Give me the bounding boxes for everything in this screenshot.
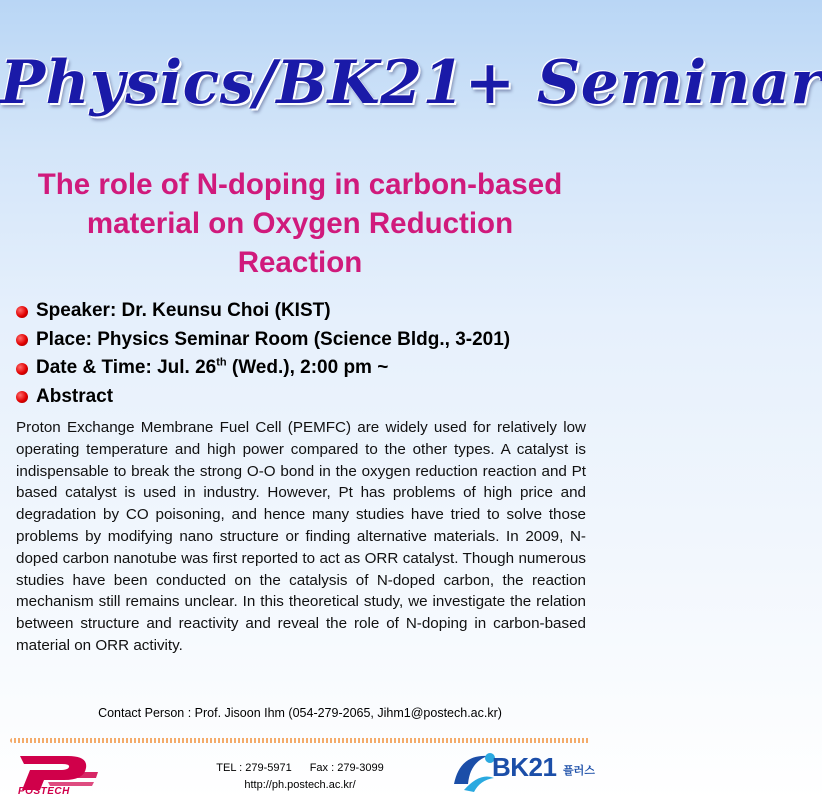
time-text: (Wed.), 2:00 pm ~ — [226, 357, 389, 378]
seminar-info-list — [16, 297, 596, 411]
bullet-icon — [16, 334, 28, 346]
abstract-body: Proton Exchange Membrane Fuel Cell (PEMFC) are widely used for relatively low operating temperature and high power compared to the other types. A catalyst is indispensable to break the strong O-O bond in the oxygen reduction reaction and Pt based catalyst is used in industry. However, Pt has problems of high price and degradation by CO poisoning, and hence many studies have tried to solve those problems by modifying nano structure or finding alternative materials. In 2009, N-doped carbon nanotube was first reported to act as ORR catalyst. Though numerous studies have been conducted on the catalysis of N-doped carbon, the reaction mechanism still remains unclear. In this theoretical study, we investigate the relation between structure and reactivity and reveal the role of N-doping in carbon-based material on ORR activity. — [16, 419, 586, 654]
date-text: Date & Time: Jul. 26 — [36, 357, 217, 378]
bk21-wordmark: BK21 — [492, 752, 557, 782]
footer-tel: TEL : 279-5971 — [216, 762, 292, 774]
postech-wordmark: POSTECH — [18, 786, 70, 797]
footer-divider — [10, 738, 590, 743]
date-suffix-sup: th — [216, 356, 227, 369]
contact-person: Contact Person : Prof. Jisoon Ihm (054-279-2065, Jihm1@postech.ac.kr) — [98, 706, 502, 720]
speaker-row — [16, 297, 596, 326]
abstract-heading: Abstract — [36, 385, 114, 407]
bullet-icon — [16, 391, 28, 403]
abstract-heading-row — [16, 383, 596, 412]
place-text: Place: Physics Seminar Room (Science Bldg., 3-201) — [36, 328, 511, 350]
footer-url[interactable]: http://ph.postech.ac.kr/ — [244, 779, 356, 791]
speaker-text: Speaker: Dr. Keunsu Choi (KIST) — [36, 300, 331, 321]
date-time-row — [16, 354, 596, 383]
place-row — [16, 326, 596, 355]
talk-title: The role of N-doping in carbon-based material on Oxygen Reduction Reaction — [37, 168, 563, 279]
bullet-icon — [16, 306, 28, 318]
bk21-plus-text: 플러스 — [563, 764, 595, 777]
footer-fax: Fax : 279-3099 — [309, 762, 384, 774]
seminar-title: Physics/BK21+ Seminar — [0, 48, 822, 118]
footer-contact — [150, 760, 450, 794]
footer-phone-line — [150, 760, 450, 777]
bullet-icon — [16, 363, 28, 375]
